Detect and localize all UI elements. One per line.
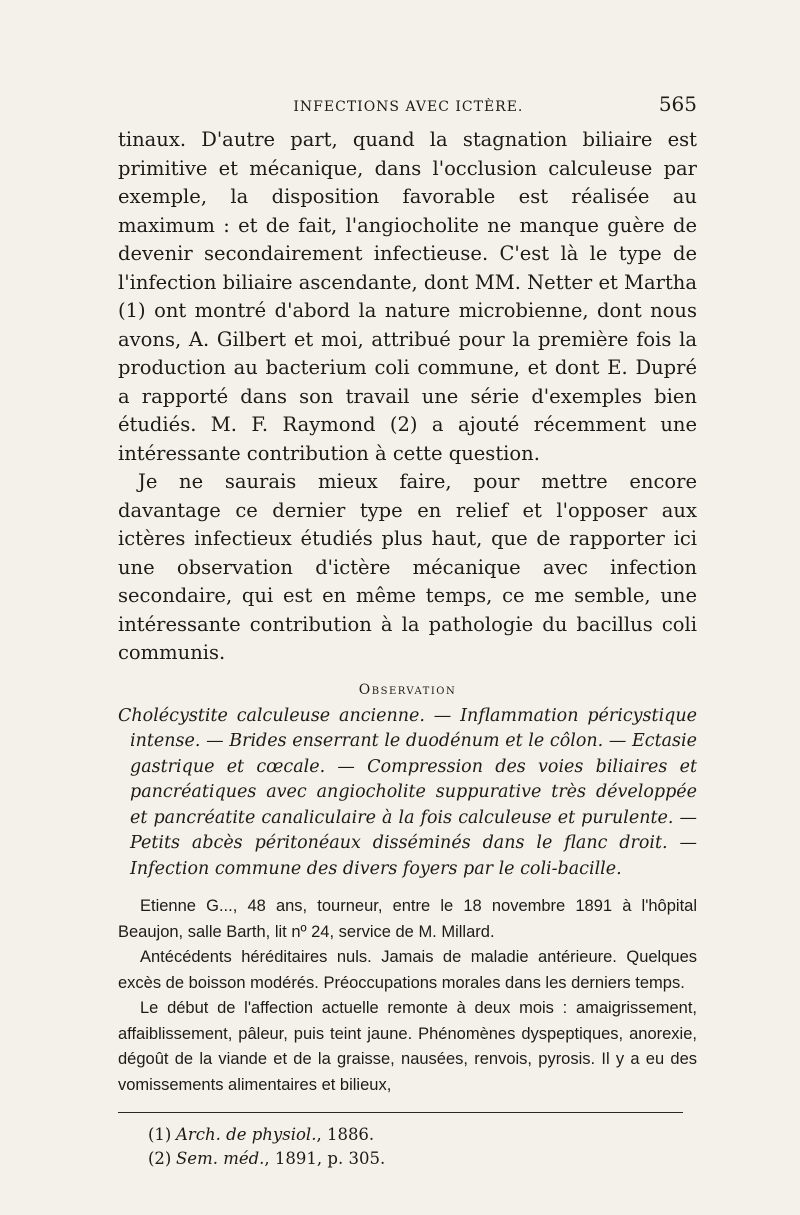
observation-heading: Observation [358,681,457,698]
case-paragraph: Le début de l'affection actuelle remonte à deux mois : amaigrissement, affaiblissement, pâleur, puis teint jaune. Phénomènes dyspeptiques, anorexie, dégoût de la viande et de la graisse, nausées, renvois, pyrosis. Il y a eu des vomissements alimentaires et bilieux, [118,999,697,1094]
page-number: 565 [658,92,697,116]
footnote-source: Sem. méd. [176,1149,265,1168]
observation-summary: Cholécystite calculeuse ancienne. — Inflammation péricystique intense. — Brides enserrant le duodénum et le côlon. — Ectasie gastrique et cœcale. — Compression des voies biliaires et pancréatiques avec angiocholite suppurative très développée et pancréatite canaliculaire à la fois calculeuse et purulente. — Petits abcès péritonéaux disséminés dans le flanc droit. — Infection commune des divers foyers par le coli-bacille. [118,705,697,879]
footnote-details: , 1891, p. 305. [264,1149,386,1168]
footnote-source: Arch. de physiol. [176,1125,317,1144]
footnote-details: , 1886. [316,1125,375,1144]
footnote-item [148,1147,697,1171]
footnote-number: (2) [148,1149,172,1168]
running-title: INFECTIONS AVEC ICTÈRE. [293,99,524,115]
case-paragraph: Antécédents héréditaires nuls. Jamais de maladie antérieure. Quelques excès de boisson modérés. Préoccupations morales dans les derniers temps. [118,948,697,992]
page-header [118,92,697,126]
body-paragraph: Je ne saurais mieux faire, pour mettre encore davantage ce dernier type en relief et l'opposer aux ictères infectieux étudiés plus haut, que de rapporter ici une observation d'ictère mécanique avec infection secondaire, qui est en même temps, ce me semble, une intéressante contribution à la pathologie du bacillus coli communis. [118,470,697,664]
footnote-item [148,1123,697,1147]
footnote-divider [118,1112,683,1113]
footnotes [118,1123,697,1171]
body-paragraph: tinaux. D'autre part, quand la stagnation biliaire est primitive et mécanique, dans l'occlusion calculeuse par exemple, la disposition favorable est réalisée au maximum : et de fait, l'angiocholite ne manque guère de devenir secondairement infectieuse. C'est là le type de l'infection biliaire ascendante, dont MM. Netter et Martha (1) ont montré d'abord la nature microbienne, dont nous avons, A. Gilbert et moi, attribué pour la première fois la production au bacterium coli commune, et dont E. Dupré a rapporté dans son travail une série d'exemples bien étudiés. M. F. Raymond (2) a ajouté récemment une intéressante contribution à cette question. [118,128,697,465]
footnote-number: (1) [148,1125,172,1144]
case-paragraph: Etienne G..., 48 ans, tourneur, entre le 18 novembre 1891 à l'hôpital Beaujon, salle Barth, lit nº 24, service de M. Millard. [118,897,697,941]
case-report [118,894,697,1098]
main-text [118,126,697,668]
